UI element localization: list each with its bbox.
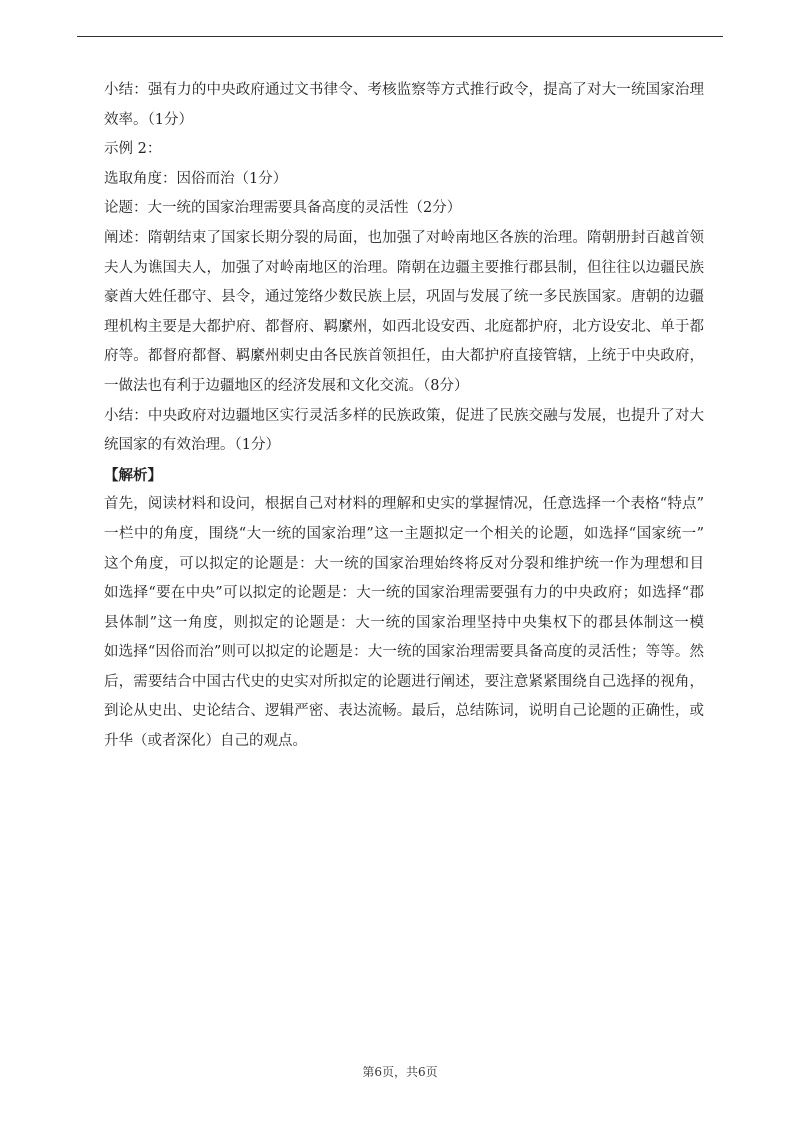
- elaboration-line-6: 一做法也有利于边疆地区的经济发展和文化交流。（8分）: [104, 377, 469, 394]
- example-2-heading: 示例 2：: [104, 141, 162, 158]
- elaboration-line-5: 府等。都督府都督、羁縻州刺史由各民族首领担任，由大都护府直接管辖，上统于中央政府，: [104, 348, 704, 365]
- analysis-line-8: 到论从史出、史论结合、逻辑严密、表达流畅。最后，总结陈词，说明自己论题的正确性，或: [104, 703, 704, 720]
- document-body: [104, 76, 704, 757]
- analysis-line-9: 升华（或者深化）自己的观点。: [104, 733, 307, 750]
- analysis-heading: 【解析】: [104, 466, 162, 484]
- analysis-line-5: 县体制”这一角度，则拟定的论题是：大一统的国家治理坚持中央集权下的郡县体制这一模: [104, 614, 704, 631]
- analysis-line-4: 如选择“要在中央”可以拟定的论题是：大一统的国家治理需要强有力的中央政府；如选择“郡: [104, 585, 704, 602]
- elaboration-line-4: 理机构主要是大都护府、都督府、羁縻州，如西北设安西、北庭都护府，北方设安北、单于都: [104, 318, 704, 335]
- page-number: 第6页，共6页: [362, 1065, 438, 1079]
- thesis-line: 论题：大一统的国家治理需要具备高度的灵活性（2分）: [104, 200, 462, 217]
- elaboration-line-3: 豪酋大姓任郡守、县令，通过笼络少数民族上层，巩固与发展了统一多民族国家。唐朝的边疆: [104, 289, 704, 306]
- elaboration-line-1: 阐述：隋朝结束了国家长期分裂的局面，也加强了对岭南地区各族的治理。隋朝册封百越首领: [104, 229, 704, 246]
- elaboration-line-2: 夫人为谯国夫人，加强了对岭南地区的治理。隋朝在边疆主要推行郡县制，但往往以边疆民族: [104, 259, 704, 276]
- selected-angle: 选取角度：因俗而治（1分）: [104, 170, 288, 187]
- analysis-line-6: 如选择“因俗而治”则可以拟定的论题是：大一统的国家治理需要具备高度的灵活性；等等。然: [104, 644, 704, 661]
- analysis-line-2: 一栏中的角度，围绕“大一统的国家治理”这一主题拟定一个相关的论题，如选择“国家统一”: [104, 525, 704, 542]
- conclusion-line-1: 小结：中央政府对边疆地区实行灵活多样的民族政策，促进了民族交融与发展，也提升了对大: [104, 407, 704, 424]
- analysis-line-7: 后，需要结合中国古代史的史实对所拟定的论题进行阐述，要注意紧紧围绕自己选择的视角，: [104, 673, 704, 690]
- summary-line-1: 小结：强有力的中央政府通过文书律令、考核监察等方式推行政令，提高了对大一统国家治理: [104, 82, 704, 98]
- conclusion-line-2: 统国家的有效治理。（1分）: [104, 437, 280, 454]
- analysis-line-3: 这个角度，可以拟定的论题是：大一统的国家治理始终将反对分裂和维护统一作为理想和目: [104, 555, 704, 572]
- summary-line-2: 效率。（1分）: [104, 111, 193, 128]
- header-rule: [77, 36, 723, 37]
- analysis-line-1: 首先，阅读材料和设问，根据自己对材料的理解和史实的掌握情况，任意选择一个表格“特点”: [104, 496, 704, 513]
